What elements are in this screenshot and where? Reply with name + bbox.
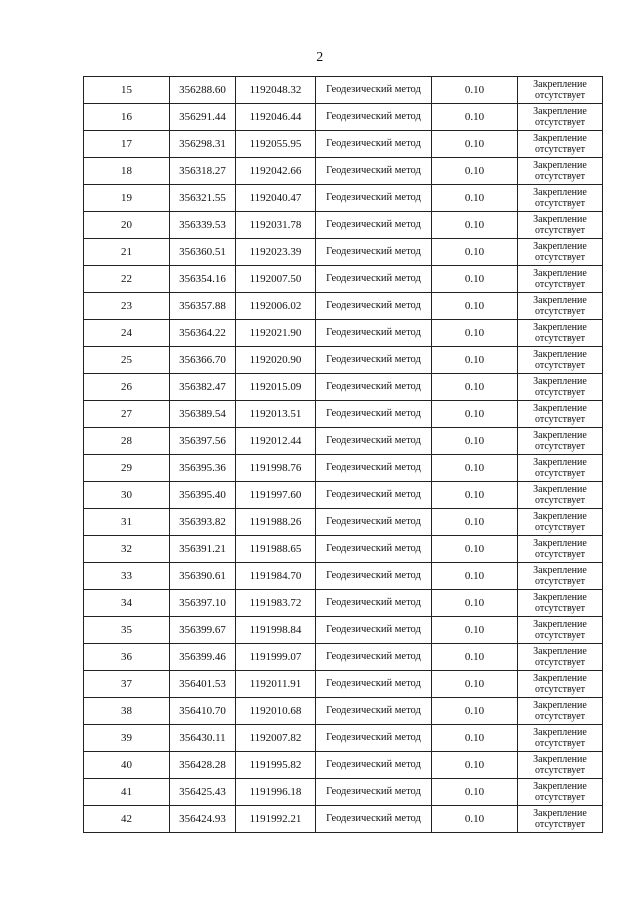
fixation-note-cell — [518, 293, 603, 320]
accuracy-cell: 0.10 — [432, 806, 518, 833]
table-row — [84, 509, 603, 536]
y-coordinate-cell: 1191988.26 — [236, 509, 316, 536]
y-coordinate-cell: 1192040.47 — [236, 185, 316, 212]
table-row — [84, 590, 603, 617]
fixation-note-cell — [518, 347, 603, 374]
x-coordinate-cell: 356390.61 — [170, 563, 236, 590]
fixation-note-line: Закрепление — [533, 322, 587, 333]
fixation-note-cell — [518, 320, 603, 347]
x-coordinate-cell: 356397.10 — [170, 590, 236, 617]
fixation-note-line: Закрепление — [533, 214, 587, 225]
y-coordinate-cell: 1192055.95 — [236, 131, 316, 158]
fixation-note-cell — [518, 590, 603, 617]
fixation-note-line: Закрепление — [533, 781, 587, 792]
accuracy-cell: 0.10 — [432, 644, 518, 671]
coordinates-table — [83, 76, 603, 833]
fixation-note-line: отсутствует — [534, 198, 586, 209]
fixation-note-line: отсутствует — [534, 333, 586, 344]
y-coordinate-cell: 1192048.32 — [236, 77, 316, 104]
x-coordinate-cell: 356425.43 — [170, 779, 236, 806]
x-coordinate-cell: 356288.60 — [170, 77, 236, 104]
x-coordinate-cell: 356391.21 — [170, 536, 236, 563]
x-coordinate-cell: 356410.70 — [170, 698, 236, 725]
y-coordinate-cell: 1191998.84 — [236, 617, 316, 644]
y-coordinate-cell: 1191998.76 — [236, 455, 316, 482]
method-cell: Геодезический метод — [316, 563, 432, 590]
fixation-note-cell — [518, 428, 603, 455]
point-number-cell: 35 — [84, 617, 170, 644]
method-cell: Геодезический метод — [316, 428, 432, 455]
table-row — [84, 671, 603, 698]
fixation-note-cell — [518, 644, 603, 671]
method-cell: Геодезический метод — [316, 752, 432, 779]
method-cell: Геодезический метод — [316, 482, 432, 509]
method-cell: Геодезический метод — [316, 725, 432, 752]
fixation-note-line: отсутствует — [534, 522, 586, 533]
y-coordinate-cell: 1192046.44 — [236, 104, 316, 131]
point-number-cell: 30 — [84, 482, 170, 509]
fixation-note-line: Закрепление — [533, 79, 587, 90]
fixation-note-cell — [518, 131, 603, 158]
fixation-note-line: Закрепление — [533, 808, 587, 819]
fixation-note-line: отсутствует — [534, 252, 586, 263]
x-coordinate-cell: 356424.93 — [170, 806, 236, 833]
fixation-note-cell — [518, 671, 603, 698]
table-row — [84, 455, 603, 482]
fixation-note-line: отсутствует — [534, 711, 586, 722]
accuracy-cell: 0.10 — [432, 455, 518, 482]
fixation-note-line: отсутствует — [534, 90, 586, 101]
y-coordinate-cell: 1192007.50 — [236, 266, 316, 293]
table-row — [84, 563, 603, 590]
x-coordinate-cell: 356395.40 — [170, 482, 236, 509]
x-coordinate-cell: 356395.36 — [170, 455, 236, 482]
table-row — [84, 401, 603, 428]
fixation-note-line: Закрепление — [533, 484, 587, 495]
fixation-note-line: отсутствует — [534, 819, 586, 830]
fixation-note-cell — [518, 482, 603, 509]
accuracy-cell: 0.10 — [432, 752, 518, 779]
fixation-note-line: отсутствует — [534, 603, 586, 614]
fixation-note-line: Закрепление — [533, 538, 587, 549]
accuracy-cell: 0.10 — [432, 401, 518, 428]
fixation-note-line: отсутствует — [534, 684, 586, 695]
x-coordinate-cell: 356389.54 — [170, 401, 236, 428]
fixation-note-line: отсутствует — [534, 144, 586, 155]
point-number-cell: 22 — [84, 266, 170, 293]
fixation-note-line: Закрепление — [533, 133, 587, 144]
fixation-note-line: отсутствует — [534, 225, 586, 236]
method-cell: Геодезический метод — [316, 131, 432, 158]
fixation-note-line: Закрепление — [533, 376, 587, 387]
x-coordinate-cell: 356399.46 — [170, 644, 236, 671]
accuracy-cell: 0.10 — [432, 185, 518, 212]
fixation-note-cell — [518, 536, 603, 563]
fixation-note-line: Закрепление — [533, 430, 587, 441]
fixation-note-line: Закрепление — [533, 673, 587, 684]
fixation-note-line: Закрепление — [533, 106, 587, 117]
x-coordinate-cell: 356430.11 — [170, 725, 236, 752]
point-number-cell: 41 — [84, 779, 170, 806]
method-cell: Геодезический метод — [316, 266, 432, 293]
fixation-note-cell — [518, 77, 603, 104]
table-row — [84, 725, 603, 752]
point-number-cell: 34 — [84, 590, 170, 617]
table-row — [84, 374, 603, 401]
x-coordinate-cell: 356399.67 — [170, 617, 236, 644]
y-coordinate-cell: 1192011.91 — [236, 671, 316, 698]
accuracy-cell: 0.10 — [432, 266, 518, 293]
y-coordinate-cell: 1191988.65 — [236, 536, 316, 563]
y-coordinate-cell: 1192042.66 — [236, 158, 316, 185]
table-row — [84, 779, 603, 806]
table-row — [84, 698, 603, 725]
fixation-note-line: Закрепление — [533, 268, 587, 279]
fixation-note-cell — [518, 158, 603, 185]
x-coordinate-cell: 356397.56 — [170, 428, 236, 455]
fixation-note-line: отсутствует — [534, 576, 586, 587]
point-number-cell: 20 — [84, 212, 170, 239]
point-number-cell: 37 — [84, 671, 170, 698]
table-row — [84, 806, 603, 833]
accuracy-cell: 0.10 — [432, 536, 518, 563]
accuracy-cell: 0.10 — [432, 671, 518, 698]
point-number-cell: 24 — [84, 320, 170, 347]
method-cell: Геодезический метод — [316, 293, 432, 320]
fixation-note-line: отсутствует — [534, 468, 586, 479]
x-coordinate-cell: 356298.31 — [170, 131, 236, 158]
fixation-note-line: отсутствует — [534, 630, 586, 641]
table-row — [84, 185, 603, 212]
fixation-note-cell — [518, 509, 603, 536]
fixation-note-line: отсутствует — [534, 387, 586, 398]
x-coordinate-cell: 356401.53 — [170, 671, 236, 698]
fixation-note-cell — [518, 185, 603, 212]
fixation-note-line: отсутствует — [534, 738, 586, 749]
method-cell: Геодезический метод — [316, 671, 432, 698]
accuracy-cell: 0.10 — [432, 374, 518, 401]
fixation-note-line: Закрепление — [533, 403, 587, 414]
table-row — [84, 77, 603, 104]
table-row — [84, 428, 603, 455]
fixation-note-line: отсутствует — [534, 306, 586, 317]
y-coordinate-cell: 1191992.21 — [236, 806, 316, 833]
fixation-note-line: отсутствует — [534, 792, 586, 803]
accuracy-cell: 0.10 — [432, 590, 518, 617]
fixation-note-cell — [518, 239, 603, 266]
x-coordinate-cell: 356354.16 — [170, 266, 236, 293]
accuracy-cell: 0.10 — [432, 617, 518, 644]
fixation-note-line: Закрепление — [533, 646, 587, 657]
fixation-note-cell — [518, 617, 603, 644]
accuracy-cell: 0.10 — [432, 212, 518, 239]
method-cell: Геодезический метод — [316, 698, 432, 725]
point-number-cell: 15 — [84, 77, 170, 104]
method-cell: Геодезический метод — [316, 347, 432, 374]
point-number-cell: 27 — [84, 401, 170, 428]
table-row — [84, 212, 603, 239]
page-number: 2 — [316, 50, 324, 65]
fixation-note-line: Закрепление — [533, 349, 587, 360]
method-cell: Геодезический метод — [316, 806, 432, 833]
fixation-note-cell — [518, 374, 603, 401]
fixation-note-cell — [518, 266, 603, 293]
method-cell: Геодезический метод — [316, 320, 432, 347]
fixation-note-cell — [518, 698, 603, 725]
table-row — [84, 536, 603, 563]
y-coordinate-cell: 1192020.90 — [236, 347, 316, 374]
point-number-cell: 26 — [84, 374, 170, 401]
x-coordinate-cell: 356318.27 — [170, 158, 236, 185]
fixation-note-line: отсутствует — [534, 441, 586, 452]
accuracy-cell: 0.10 — [432, 104, 518, 131]
y-coordinate-cell: 1192015.09 — [236, 374, 316, 401]
y-coordinate-cell: 1191999.07 — [236, 644, 316, 671]
accuracy-cell: 0.10 — [432, 563, 518, 590]
fixation-note-line: Закрепление — [533, 619, 587, 630]
x-coordinate-cell: 356321.55 — [170, 185, 236, 212]
point-number-cell: 17 — [84, 131, 170, 158]
x-coordinate-cell: 356382.47 — [170, 374, 236, 401]
point-number-cell: 42 — [84, 806, 170, 833]
method-cell: Геодезический метод — [316, 401, 432, 428]
fixation-note-line: отсутствует — [534, 279, 586, 290]
point-number-cell: 40 — [84, 752, 170, 779]
accuracy-cell: 0.10 — [432, 320, 518, 347]
method-cell: Геодезический метод — [316, 644, 432, 671]
point-number-cell: 33 — [84, 563, 170, 590]
table-row — [84, 347, 603, 374]
fixation-note-line: Закрепление — [533, 295, 587, 306]
table-row — [84, 320, 603, 347]
x-coordinate-cell: 356364.22 — [170, 320, 236, 347]
point-number-cell: 39 — [84, 725, 170, 752]
table-row — [84, 617, 603, 644]
method-cell: Геодезический метод — [316, 779, 432, 806]
method-cell: Геодезический метод — [316, 509, 432, 536]
method-cell: Геодезический метод — [316, 104, 432, 131]
fixation-note-cell — [518, 401, 603, 428]
fixation-note-cell — [518, 752, 603, 779]
point-number-cell: 25 — [84, 347, 170, 374]
fixation-note-line: отсутствует — [534, 414, 586, 425]
accuracy-cell: 0.10 — [432, 131, 518, 158]
table-row — [84, 482, 603, 509]
method-cell: Геодезический метод — [316, 158, 432, 185]
fixation-note-line: Закрепление — [533, 592, 587, 603]
method-cell: Геодезический метод — [316, 212, 432, 239]
accuracy-cell: 0.10 — [432, 239, 518, 266]
x-coordinate-cell: 356428.28 — [170, 752, 236, 779]
fixation-note-line: Закрепление — [533, 187, 587, 198]
method-cell: Геодезический метод — [316, 617, 432, 644]
table-row — [84, 239, 603, 266]
fixation-note-line: Закрепление — [533, 160, 587, 171]
y-coordinate-cell: 1192023.39 — [236, 239, 316, 266]
fixation-note-line: Закрепление — [533, 565, 587, 576]
table-row — [84, 752, 603, 779]
point-number-cell: 36 — [84, 644, 170, 671]
fixation-note-cell — [518, 455, 603, 482]
table-row — [84, 158, 603, 185]
y-coordinate-cell: 1192021.90 — [236, 320, 316, 347]
fixation-note-cell — [518, 104, 603, 131]
fixation-note-line: Закрепление — [533, 700, 587, 711]
method-cell: Геодезический метод — [316, 590, 432, 617]
fixation-note-cell — [518, 725, 603, 752]
x-coordinate-cell: 356357.88 — [170, 293, 236, 320]
accuracy-cell: 0.10 — [432, 293, 518, 320]
fixation-note-cell — [518, 806, 603, 833]
y-coordinate-cell: 1192010.68 — [236, 698, 316, 725]
point-number-cell: 38 — [84, 698, 170, 725]
fixation-note-line: отсутствует — [534, 657, 586, 668]
y-coordinate-cell: 1192031.78 — [236, 212, 316, 239]
fixation-note-cell — [518, 563, 603, 590]
y-coordinate-cell: 1192006.02 — [236, 293, 316, 320]
accuracy-cell: 0.10 — [432, 77, 518, 104]
fixation-note-line: Закрепление — [533, 241, 587, 252]
x-coordinate-cell: 356360.51 — [170, 239, 236, 266]
accuracy-cell: 0.10 — [432, 347, 518, 374]
fixation-note-line: отсутствует — [534, 117, 586, 128]
accuracy-cell: 0.10 — [432, 428, 518, 455]
fixation-note-line: Закрепление — [533, 754, 587, 765]
y-coordinate-cell: 1191995.82 — [236, 752, 316, 779]
point-number-cell: 19 — [84, 185, 170, 212]
x-coordinate-cell: 356339.53 — [170, 212, 236, 239]
point-number-cell: 32 — [84, 536, 170, 563]
method-cell: Геодезический метод — [316, 374, 432, 401]
fixation-note-cell — [518, 779, 603, 806]
point-number-cell: 16 — [84, 104, 170, 131]
accuracy-cell: 0.10 — [432, 158, 518, 185]
table-row — [84, 266, 603, 293]
accuracy-cell: 0.10 — [432, 779, 518, 806]
table-row — [84, 644, 603, 671]
fixation-note-line: отсутствует — [534, 549, 586, 560]
y-coordinate-cell: 1191997.60 — [236, 482, 316, 509]
x-coordinate-cell: 356291.44 — [170, 104, 236, 131]
accuracy-cell: 0.10 — [432, 482, 518, 509]
y-coordinate-cell: 1191996.18 — [236, 779, 316, 806]
point-number-cell: 23 — [84, 293, 170, 320]
method-cell: Геодезический метод — [316, 185, 432, 212]
point-number-cell: 31 — [84, 509, 170, 536]
fixation-note-line: отсутствует — [534, 360, 586, 371]
fixation-note-line: отсутствует — [534, 171, 586, 182]
accuracy-cell: 0.10 — [432, 509, 518, 536]
point-number-cell: 28 — [84, 428, 170, 455]
fixation-note-cell — [518, 212, 603, 239]
y-coordinate-cell: 1192007.82 — [236, 725, 316, 752]
method-cell: Геодезический метод — [316, 536, 432, 563]
method-cell: Геодезический метод — [316, 239, 432, 266]
fixation-note-line: отсутствует — [534, 495, 586, 506]
point-number-cell: 18 — [84, 158, 170, 185]
fixation-note-line: Закрепление — [533, 727, 587, 738]
x-coordinate-cell: 356366.70 — [170, 347, 236, 374]
point-number-cell: 21 — [84, 239, 170, 266]
method-cell: Геодезический метод — [316, 455, 432, 482]
y-coordinate-cell: 1192013.51 — [236, 401, 316, 428]
table-row — [84, 293, 603, 320]
table-row — [84, 131, 603, 158]
y-coordinate-cell: 1191983.72 — [236, 590, 316, 617]
x-coordinate-cell: 356393.82 — [170, 509, 236, 536]
method-cell: Геодезический метод — [316, 77, 432, 104]
fixation-note-line: Закрепление — [533, 511, 587, 522]
y-coordinate-cell: 1192012.44 — [236, 428, 316, 455]
point-number-cell: 29 — [84, 455, 170, 482]
table-row — [84, 104, 603, 131]
table-body — [84, 77, 603, 833]
fixation-note-line: Закрепление — [533, 457, 587, 468]
y-coordinate-cell: 1191984.70 — [236, 563, 316, 590]
accuracy-cell: 0.10 — [432, 725, 518, 752]
accuracy-cell: 0.10 — [432, 698, 518, 725]
fixation-note-line: отсутствует — [534, 765, 586, 776]
